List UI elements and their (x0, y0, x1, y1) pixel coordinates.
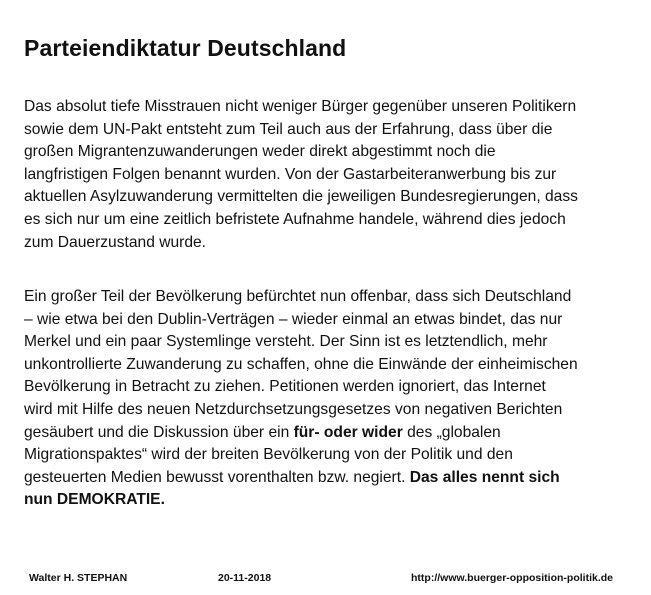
line-text: des „globalen (402, 423, 501, 441)
paragraph-2-line: – wie etwa bei den Dublin-Verträgen – wieder einmal an etwas bindet, das nur (24, 310, 563, 328)
paragraph-2-line: Ein großer Teil der Bevölkerung befürchtet nun offenbar, dass sich Deutschland (24, 288, 572, 305)
emphasis-fuer-oder-wider: für- oder wider (293, 423, 403, 441)
paragraph-2-line: Bevölkerung in Betracht zu ziehen. Petitionen werden ignoriert, das Internet (24, 378, 546, 396)
paragraph-1 (24, 96, 624, 254)
paragraph-2-line (24, 467, 624, 490)
paragraph-2-line: unkontrollierte Zuwanderung zu schaffen, ohne die Einwände der einheimischen (24, 355, 578, 373)
paragraph-2 (24, 286, 624, 512)
paragraph-1-line: Das absolut tiefe Misstrauen nicht weniger Bürger gegenüber unseren Politikern (24, 98, 577, 115)
footer-date: 20-11-2018 (218, 572, 272, 584)
emphasis-conclusion: Das alles nennt sich (409, 468, 560, 486)
footer-url: http://www.buerger-opposition-politik.de (411, 572, 614, 584)
paragraph-1-line: aktuellen Asylzuwanderung vermittelten die jeweiligen Bundesregierungen, dass (24, 188, 578, 206)
paragraph-1-line: sowie dem UN-Pakt entsteht zum Teil auch aus der Erfahrung, dass über die (24, 120, 553, 138)
document-title: Parteiendiktatur Deutschland (24, 35, 347, 61)
paragraph-1-line: zum Dauerzustand wurde. (24, 233, 207, 251)
paragraph-2-line: Migrationspaktes“ wird der breiten Bevölkerung von der Politik und den (24, 446, 513, 464)
line-text: gesäubert und die Diskussion über ein (24, 423, 294, 441)
line-text: gesteuerten Medien bewusst vorenthalten bzw. negiert. (24, 468, 410, 486)
paragraph-2-line (24, 422, 624, 445)
emphasis-conclusion-end: nun DEMOKRATIE. (24, 491, 165, 509)
paragraph-1-line: großen Migrantenzuwanderungen weder direkt abgestimmt noch die (24, 143, 496, 161)
paragraph-1-line: langfristigen Folgen benannt wurden. Von der Gastarbeiteranwerbung bis zur (24, 165, 557, 183)
paragraph-2-line: wird mit Hilfe des neuen Netzdurchsetzungsgesetzes von negativen Berichten (24, 400, 563, 418)
paragraph-1-line: es sich nur um eine zeitlich befristete Aufnahme handele, während dies jedoch (24, 210, 566, 228)
footer-author: Walter H. STEPHAN (29, 572, 128, 584)
paragraph-2-line: Merkel und ein paar Systemlinge versteht. Der Sinn ist es letztendlich, mehr (24, 333, 548, 351)
